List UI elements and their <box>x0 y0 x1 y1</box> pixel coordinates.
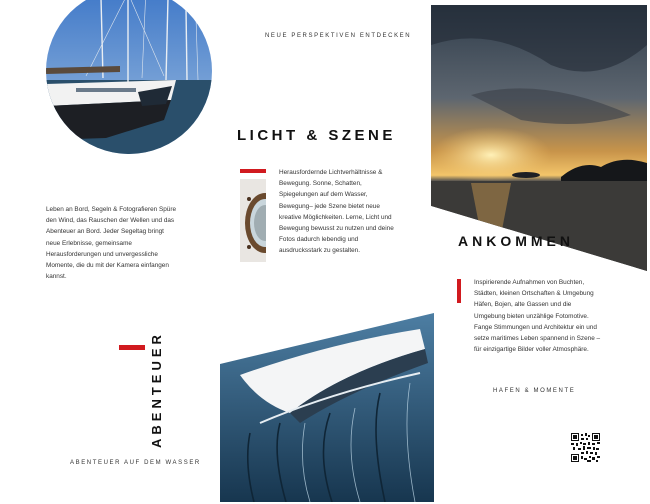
sunset-photo <box>431 5 647 271</box>
heading-abenteuer: ABENTEUER <box>149 331 164 448</box>
paragraph-ankommen: Inspirierende Aufnahmen von Buchten, Städten, kleinen Ortschaften & Umgebung Häfen, Bojen, alte Gassen und die Umgebung bieten unzählige Fotomotive. Fange Stimmungen und Architektur ein und setze maritimes Leben spannend in Szene – für einzigartige Bilder voller Atmosphäre. <box>474 279 601 354</box>
qr-code-icon <box>571 433 600 462</box>
marina-photo <box>46 0 212 154</box>
kicker-hafen-momente: HAFEN & MOMENTE <box>493 388 576 394</box>
kicker-neue-perspektiven: NEUE PERSPEKTIVEN ENTDECKEN <box>265 33 412 39</box>
heading-licht-szene: LICHT & SZENE <box>237 127 396 144</box>
boat-reflection-photo <box>220 313 434 502</box>
heading-ankommen: ANKOMMEN <box>458 233 574 249</box>
paragraph-leben-an-bord: Leben an Bord, Segeln & Fotografieren Spüre den Wind, das Rauschen der Wellen und das Abenteuer an Bord. Jeder Segeltag bringt neue Erlebnisse, gemeinsame Herausforderungen und unvergessliche Momente, die du mit der Kamera einfangen kannst. <box>46 206 177 281</box>
paragraph-licht-szene: Herausfordernde Lichtverhältnisse & Bewegung. Sonne, Schatten, Spiegelungen auf dem Wasser, Bewegung– jede Szene bietet neue kreative Möglichkeiten. Lerne, Licht und Bewegung bewusst zu nutzen und deine Fotos dadurch lebendig und ausdrucksstark zu gestalten. <box>279 169 394 255</box>
accent-bar-licht <box>240 169 266 173</box>
accent-bar-ankommen <box>457 279 461 303</box>
kicker-abenteuer-wasser: ABENTEUER AUF DEM WASSER <box>70 460 201 466</box>
porthole-photo <box>240 179 266 262</box>
accent-bar-abenteuer <box>119 345 145 350</box>
